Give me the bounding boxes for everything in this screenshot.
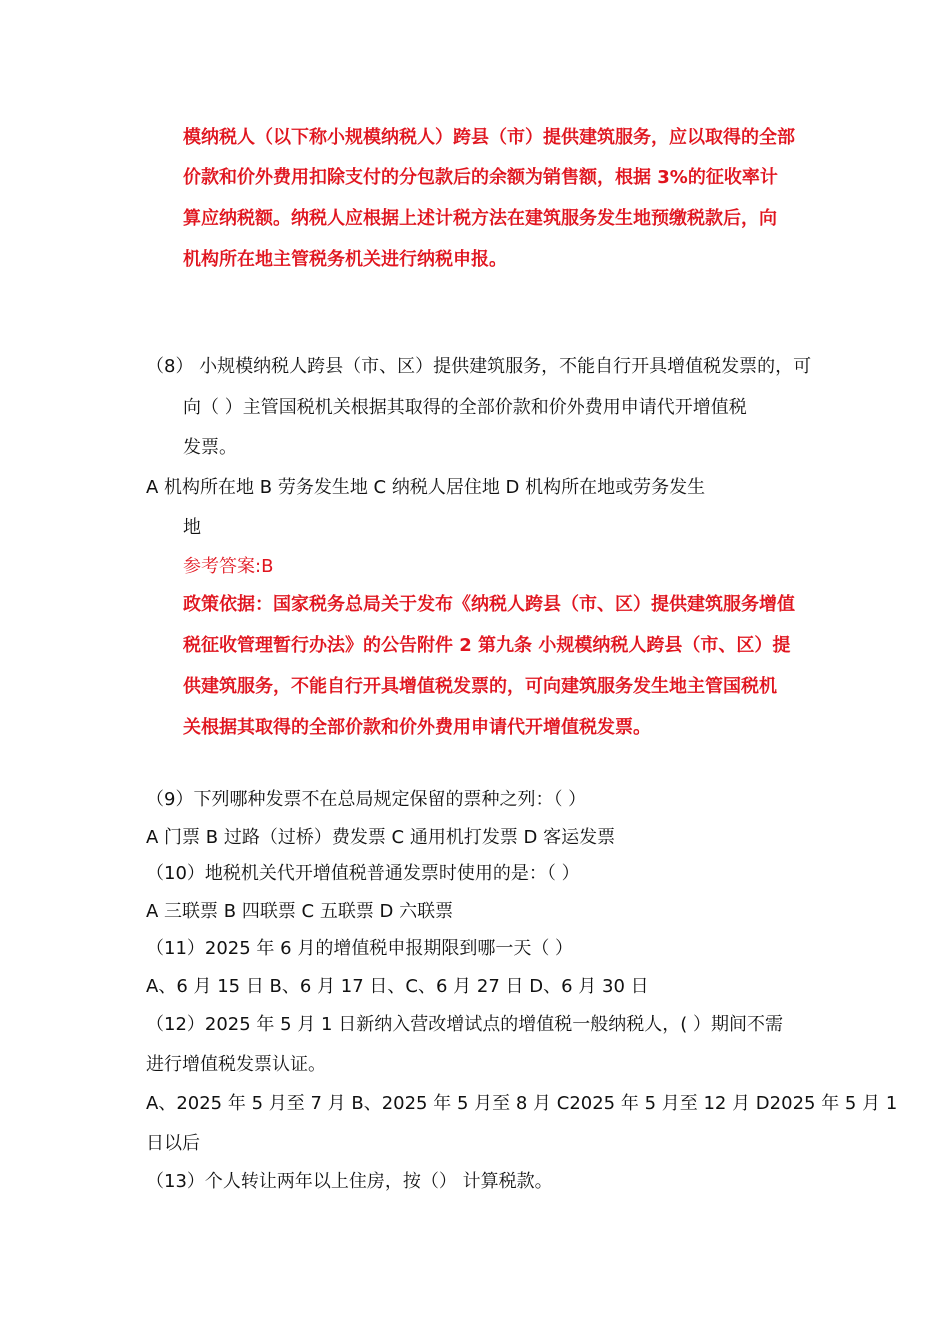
q8-question-line-3: 发票。: [183, 437, 237, 458]
q9-question: （9）下列哪种发票不在总局规定保留的票种之列：（ ）: [146, 789, 587, 810]
q12-question-line-1: （12）2025 年 5 月 1 日新纳入营改增试点的增值税一般纳税人，( ）期间不需: [146, 1014, 783, 1035]
intro-line-1: 模纳税人（以下称小规模纳税人）跨县（市）提供建筑服务，应以取得的全部: [183, 127, 795, 148]
q8-question-line-1: （8） 小规模纳税人跨县（市、区）提供建筑服务，不能自行开具增值税发票的，可: [146, 356, 812, 377]
q11-question: （11）2025 年 6 月的增值税申报期限到哪一天（ ）: [146, 938, 574, 959]
q8-options-line-2: 地: [183, 517, 201, 538]
q10-options: A 三联票 B 四联票 C 五联票 D 六联票: [146, 901, 454, 922]
q12-question-line-2: 进行增值税发票认证。: [146, 1054, 326, 1075]
q8-policy-line-2: 税征收管理暂行办法》的公告附件 2 第九条 小规模纳税人跨县（市、区）提: [183, 635, 791, 656]
q13-question: （13）个人转让两年以上住房，按（） 计算税款。: [146, 1171, 553, 1192]
intro-line-3: 算应纳税额。纳税人应根据上述计税方法在建筑服务发生地预缴税款后，向: [183, 208, 777, 229]
q8-policy-line-3: 供建筑服务，不能自行开具增值税发票的，可向建筑服务发生地主管国税机: [183, 676, 777, 697]
q8-answer: 参考答案:B: [183, 556, 274, 577]
q10-question: （10）地税机关代开增值税普通发票时使用的是：（ ）: [146, 863, 580, 884]
q8-options-line-1: A 机构所在地 B 劳务发生地 C 纳税人居住地 D 机构所在地或劳务发生: [146, 477, 706, 498]
q12-options-line-1: A、2025 年 5 月至 7 月 B、2025 年 5 月至 8 月 C2025 年 5 月至 12 月 D2025 年 5 月 1: [146, 1093, 898, 1114]
q9-options: A 门票 B 过路（过桥）费发票 C 通用机打发票 D 客运发票: [146, 827, 616, 848]
q8-policy-line-4: 关根据其取得的全部价款和价外费用申请代开增值税发票。: [183, 717, 651, 738]
intro-line-4: 机构所在地主管税务机关进行纳税申报。: [183, 249, 507, 270]
q8-policy-line-1: 政策依据：国家税务总局关于发布《纳税人跨县（市、区）提供建筑服务增值: [183, 594, 795, 615]
intro-line-2: 价款和价外费用扣除支付的分包款后的余额为销售额，根据 3%的征收率计: [183, 167, 778, 188]
q8-question-line-2: 向（ ）主管国税机关根据其取得的全部价款和价外费用申请代开增值税: [183, 397, 747, 418]
q11-options: A、6 月 15 日 B、6 月 17 日、C、6 月 27 日 D、6 月 30 日: [146, 976, 649, 997]
q12-options-line-2: 日以后: [146, 1133, 200, 1154]
